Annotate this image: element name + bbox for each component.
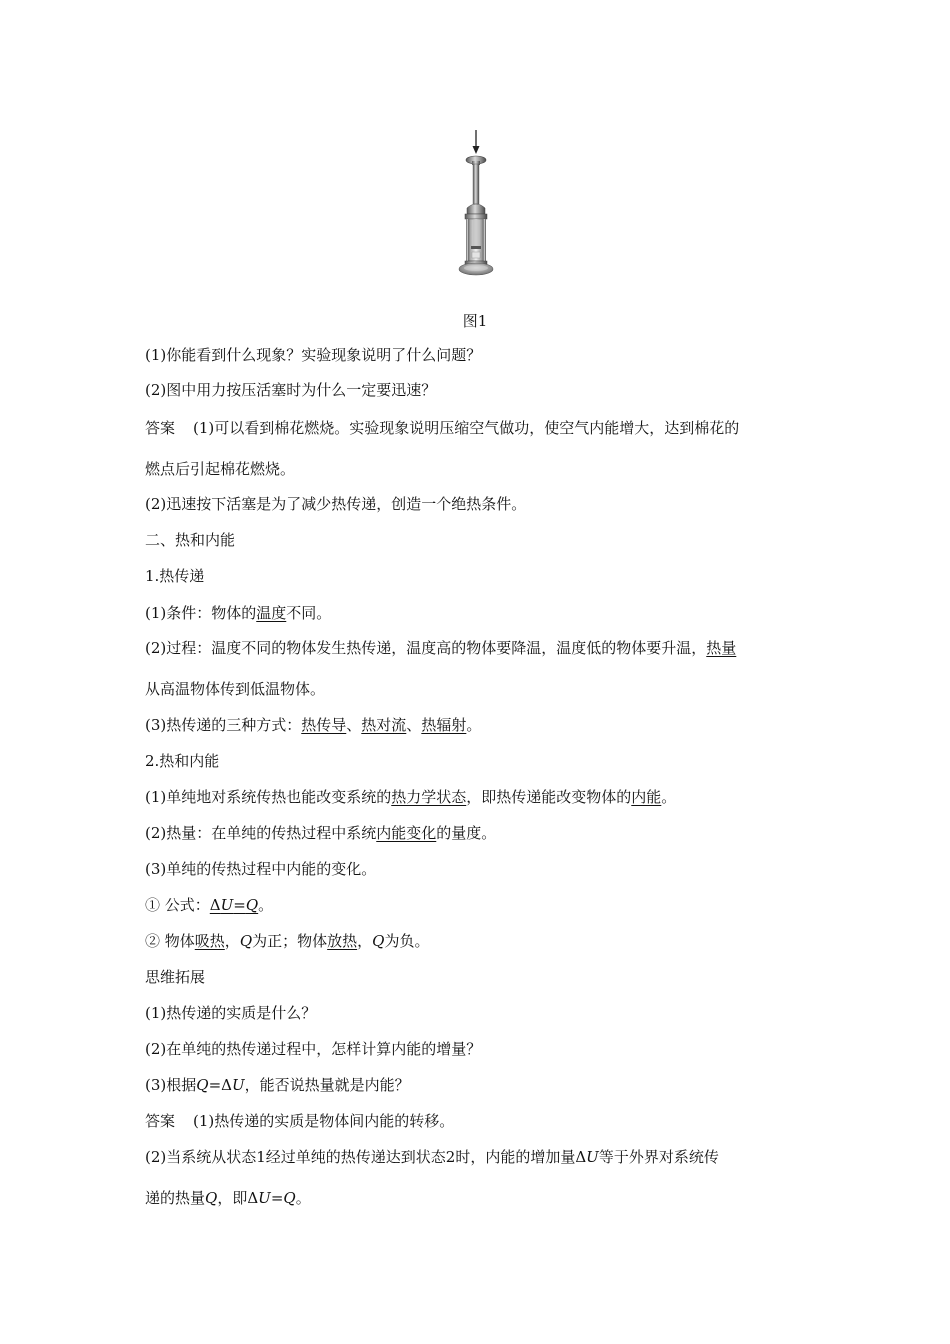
thinking-extension-heading: 思维拓展 [145, 968, 206, 986]
fire-syringe-apparatus-illustration [438, 128, 514, 278]
subheading-heat-transfer: 1.热传递 [145, 567, 205, 585]
section-heading-heat-internal-energy: 二、热和内能 [145, 531, 236, 549]
subheading-heat-and-internal-energy: 2.热和内能 [145, 752, 220, 770]
extension-answer-2-line-2: 递的热量Q，即ΔU=Q。 [145, 1189, 311, 1207]
extension-question-1: (1)热传递的实质是什么？ [145, 1004, 317, 1022]
heat-changes-state: (1)单纯地对系统传热也能改变系统的热力学状态，即热传递能改变物体的内能。 [145, 788, 677, 806]
answer-label: 答案 [145, 419, 176, 437]
answer-2: (2)迅速按下活塞是为了减少热传递，创造一个绝热条件。 [145, 495, 527, 513]
formula-line: ① 公式：ΔU=Q。 [145, 896, 274, 914]
extension-question-3: (3)根据Q=ΔU，能否说热量就是内能？ [145, 1076, 410, 1094]
question-1: (1)你能看到什么现象？实验现象说明了什么问题？ [145, 346, 482, 364]
question-2: (2)图中用力按压活塞时为什么一定要迅速？ [145, 381, 437, 399]
extension-answer-2-line-1: (2)当系统从状态1经过单纯的热传递达到状态2时，内能的增加量ΔU等于外界对系统传 [145, 1148, 719, 1166]
answer-1-line-1: 答案 (1)可以看到棉花燃烧。实验现象说明压缩空气做功，使空气内能增大，达到棉花的 [145, 419, 740, 437]
extension-question-2: (2)在单纯的热传递过程中，怎样计算内能的增量？ [145, 1040, 482, 1058]
figure-caption: 图1 [462, 312, 488, 330]
answer-label: 答案 [145, 1112, 176, 1130]
sign-convention: ② 物体吸热，Q为正；物体放热，Q为负。 [145, 932, 430, 950]
heat-transfer-process-line-2: 从高温物体传到低温物体。 [145, 680, 326, 698]
heat-definition: (2)热量：在单纯的传热过程中系统内能变化的量度。 [145, 824, 497, 842]
heat-transfer-process-line-1: (2)过程：温度不同的物体发生热传递，温度高的物体要降温，温度低的物体要升温，热量 [145, 639, 737, 657]
heat-transfer-modes: (3)热传递的三种方式：热传导、热对流、热辐射。 [145, 716, 482, 734]
internal-energy-change: (3)单纯的传热过程中内能的变化。 [145, 860, 377, 878]
heat-transfer-condition: (1)条件：物体的温度不同。 [145, 604, 332, 622]
extension-answer-1: 答案 (1)热传递的实质是物体间内能的转移。 [145, 1112, 455, 1130]
answer-1-line-2: 燃点后引起棉花燃烧。 [145, 460, 296, 478]
